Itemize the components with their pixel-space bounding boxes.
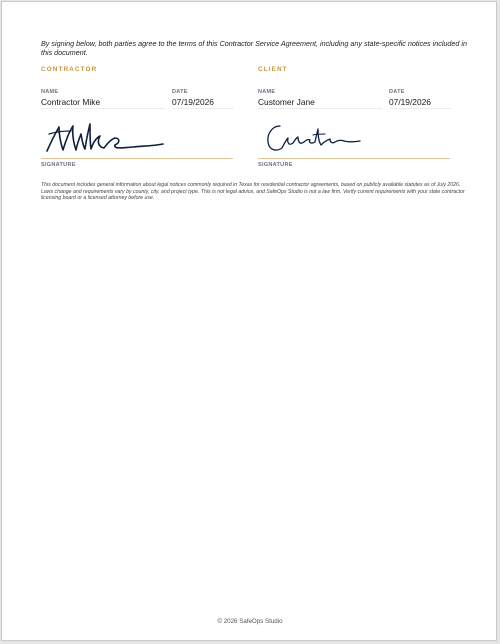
date-label: DATE [172,89,188,95]
divider [389,108,451,109]
client-signature-image [258,118,450,160]
client-heading: CLIENT [258,66,288,73]
client-block [258,66,448,168]
name-label: NAME [258,89,276,95]
signature-line [258,158,450,159]
name-label: NAME [41,89,59,95]
divider [172,108,234,109]
client-name: Customer Jane [258,96,315,107]
contractor-signature-image [41,118,233,160]
signature-label: SIGNATURE [41,162,76,168]
legal-disclaimer: This document includes general information about legal notices commonly required in Texas for residential contractor agreements, based on publicly available statutes as of July 2026. Laws change and requirements vary by county, city, and project type. This is not legal advice, and SafeOps Studio is not a law firm. Verify current requirements with your state contractor licensing board or a licensed attorney before use. [41,182,465,202]
page-footer: © 2026 SafeOps Studio [217,618,283,625]
contractor-name-field [41,89,100,108]
client-date-field [389,89,431,108]
client-date: 07/19/2026 [389,96,431,107]
contractor-date: 07/19/2026 [172,96,214,107]
signature-label: SIGNATURE [258,162,293,168]
client-fields [258,76,448,110]
contractor-fields [41,76,231,110]
document-page [1,1,497,641]
contractor-block [41,66,231,168]
agreement-intro: By signing below, both parties agree to the terms of this Contractor Service Agreement, including any state-specific notices included in this document. [41,39,468,57]
date-label: DATE [389,89,405,95]
contractor-heading: CONTRACTOR [41,66,98,73]
client-name-field [258,89,315,108]
divider [41,108,165,109]
contractor-date-field [172,89,214,108]
contractor-name: Contractor Mike [41,96,101,107]
divider [258,108,382,109]
signature-line [41,158,233,159]
